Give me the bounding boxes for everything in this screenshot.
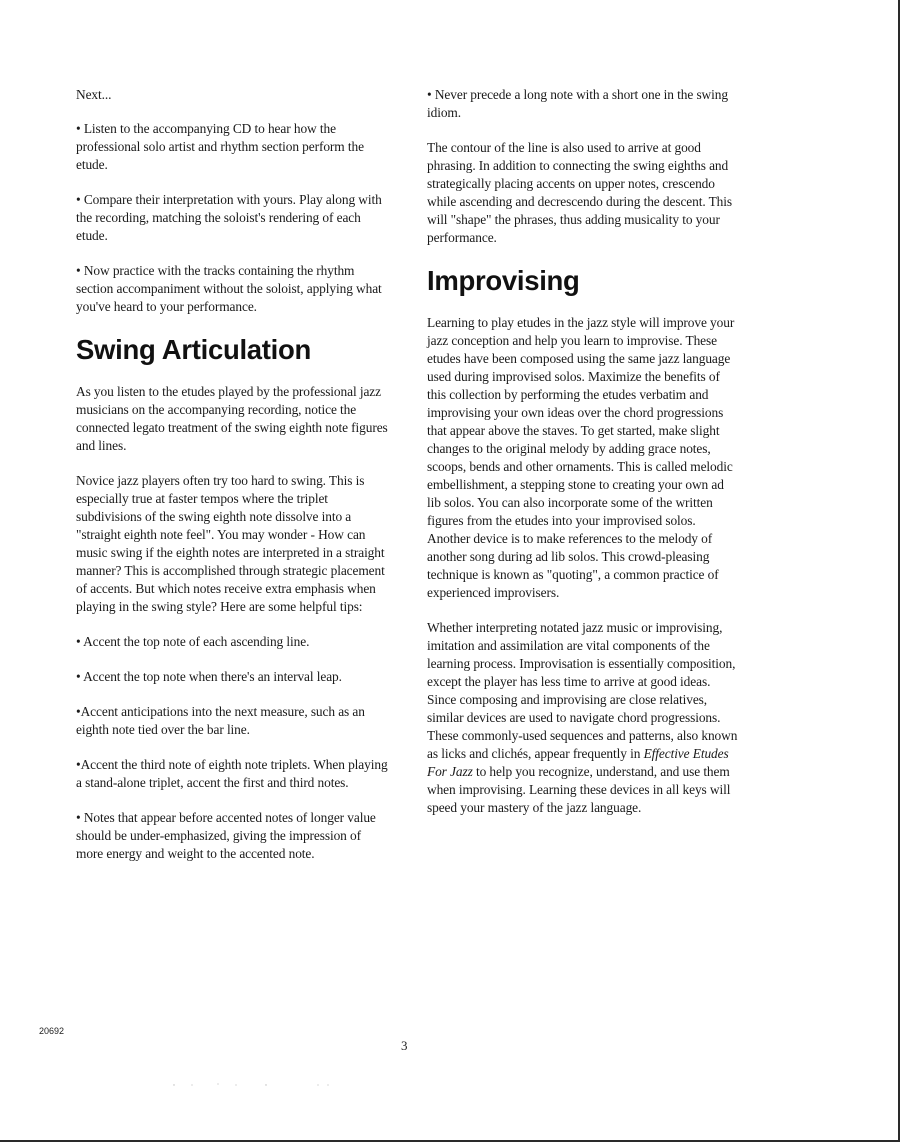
- page-number: 3: [401, 1038, 408, 1053]
- imitation-text-start: Whether interpreting notated jazz music or improvising, imitation and assimilation are vital components of the learning process. Improvisation is essentially composition, except the player has less time to arrive at good ideas. Since composing and improvising are close relatives, similar devices are used to navigate chord progressions. These commonly-used sequences and patterns, also known as licks and clichés, appear frequently in: [427, 620, 738, 761]
- swing-paragraph-listen: As you listen to the etudes played by the professional jazz musicians on the accompanying recording, notice the connected legato treatment of the swing eighth note figures and lines.: [76, 384, 388, 453]
- improvising-paragraph: Learning to play etudes in the jazz style will improve your jazz conception and help you learn to improvise. These etudes have been composed using the same jazz language used during improvised solos. Maximize the benefits of this collection by performing the etudes verbatim and improvising your own ideas over the chord progressions that appear above the staves. To get started, make slight changes to the original melody by adding grace notes, scoops, bends and other ornaments. This is called melodic embellishment, a stepping stone to creating your own ad lib solos. You can also incorporate some of the written figures from the etudes into your improvised solos. Another device is to make references to the melody of another song during ad lib solos. This crowd-pleasing technique is known as "quoting", a common practice of experienced improvisers.: [427, 315, 735, 600]
- intro-bullet-compare: • Compare their interpretation with yours. Play along with the recording, matching the soloist's rendering of each etude.: [76, 192, 382, 243]
- right-column: [427, 86, 739, 834]
- catalog-number: 20692: [39, 1026, 65, 1036]
- section-heading-improvising: Improvising: [427, 265, 580, 296]
- tip-anticipations: •Accent anticipations into the next measure, such as an eighth note tied over the bar line.: [76, 704, 365, 737]
- tip-long-note: • Never precede a long note with a short one in the swing idiom.: [427, 87, 728, 120]
- swing-paragraph-novice: Novice jazz players often try too hard to swing. This is especially true at faster tempos where the triplet subdivisions of the swing eighth note dissolve into a "straight eighth note feel". You may wonder - How can music swing if the eighth notes are interpreted in a straight manner? This is accomplished through strategic placement of accents. But which notes receive extra emphasis when playing in the swing style? Here are some helpful tips:: [76, 473, 385, 614]
- tip-under-emphasize: • Notes that appear before accented notes of longer value should be under-emphasized, giving the impression of more energy and weight to the accented note.: [76, 810, 376, 861]
- left-column: [76, 86, 388, 880]
- book-title: Effective Etudes For Jazz: [427, 746, 729, 779]
- tip-triplets: •Accent the third note of eighth note triplets. When playing a stand-alone triplet, accent the first and third notes.: [76, 757, 388, 790]
- next-label: Next...: [76, 87, 112, 102]
- intro-bullet-listen: • Listen to the accompanying CD to hear how the professional solo artist and rhythm section perform the etude.: [76, 121, 364, 172]
- contour-paragraph: The contour of the line is also used to arrive at good phrasing. In addition to connecting the swing eighths and strategically placing accents on upper notes, crescendo while ascending and decrescendo during the descent. This will "shape" the phrases, thus adding musicality to your performance.: [427, 140, 733, 245]
- intro-bullet-practice: • Now practice with the tracks containing the rhythm section accompaniment without the soloist, applying what you've heard to your performance.: [76, 263, 382, 314]
- imitation-text-end: to help you recognize, understand, and use them when improvising. Learning these devices in all keys will speed your mastery of the jazz language.: [427, 764, 731, 815]
- scan-specks: [170, 1082, 370, 1088]
- tip-interval-leap: • Accent the top note when there's an interval leap.: [76, 669, 342, 684]
- tip-ascending-line: • Accent the top note of each ascending line.: [76, 634, 310, 649]
- section-heading-swing-articulation: Swing Articulation: [76, 334, 311, 365]
- imitation-paragraph: [427, 619, 739, 817]
